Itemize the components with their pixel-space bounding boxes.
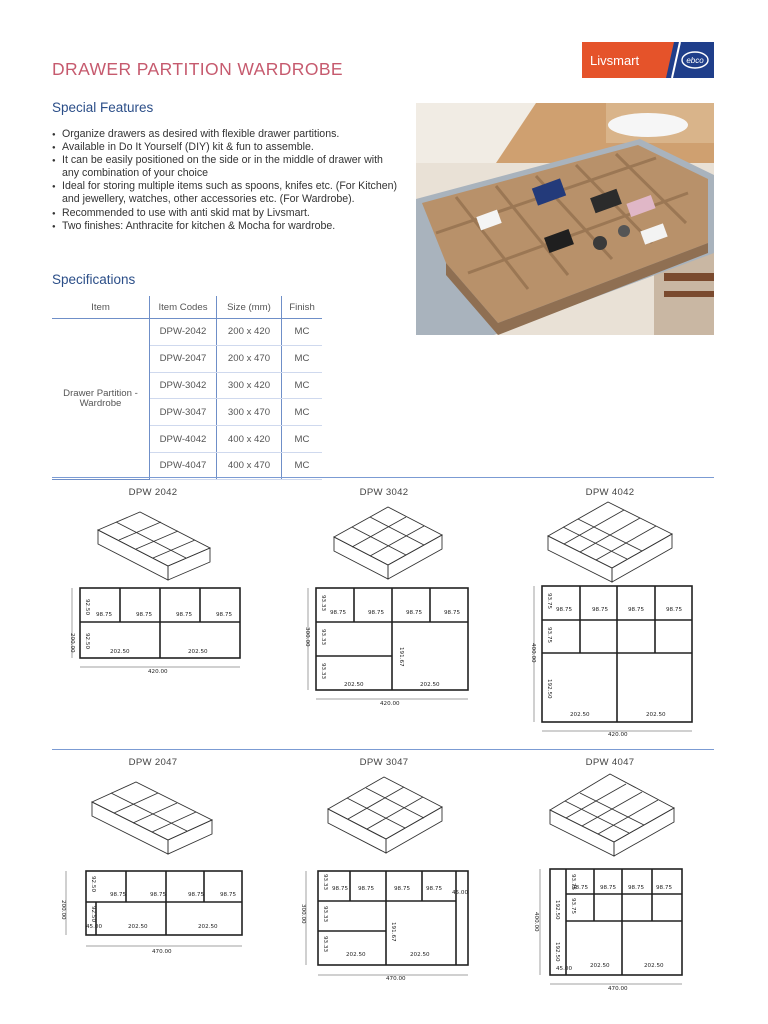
dim-bottom: 202.50 — [590, 963, 610, 969]
dim-row: 192.50 — [546, 679, 552, 699]
dim-row: 93.33 — [322, 906, 328, 923]
dim-col: 98.75 — [188, 892, 205, 898]
table-row — [52, 319, 322, 346]
drawing-label-dpw-3042: DPW 3042 — [359, 487, 409, 498]
dim-side: 45.00 — [86, 924, 103, 930]
isometric-view-dpw-2042 — [96, 510, 212, 582]
section-divider — [52, 749, 714, 750]
finish-cell: MC — [282, 372, 323, 399]
column-header-finish: Finish — [282, 296, 323, 319]
dim-bottom: 202.50 — [644, 963, 664, 969]
size-cell: 300 x 420 — [217, 372, 282, 399]
feature-item: ● It can be easily positioned on the side or in the middle of drawer with any combination of your choice — [52, 154, 402, 180]
dim-height: 300.00 — [304, 627, 310, 647]
finish-cell: MC — [282, 399, 323, 426]
specifications-heading: Specifications — [52, 272, 136, 287]
features-heading: Special Features — [52, 100, 154, 115]
dim-bottom: 202.50 — [410, 952, 430, 958]
dim-col: 98.75 — [150, 892, 167, 898]
plan-view-dpw-4047 — [532, 866, 690, 992]
dim-col: 98.75 — [656, 885, 673, 891]
dim-col: 98.75 — [394, 886, 411, 892]
dim-row: 92.50 — [84, 633, 90, 650]
dim-height: 400.00 — [533, 912, 539, 932]
dim-col: 98.75 — [368, 610, 385, 616]
size-cell: 400 x 470 — [217, 452, 282, 479]
isometric-view-dpw-4042 — [546, 500, 674, 584]
dim-bottom: 202.50 — [110, 649, 130, 655]
dim-height: 200.00 — [60, 900, 66, 920]
dim-tall: 191.67 — [398, 647, 404, 667]
isometric-view-dpw-3047 — [326, 775, 444, 857]
dim-row: 93.75 — [546, 593, 552, 610]
dim-bottom: 202.50 — [646, 712, 666, 718]
plan-view-dpw-4042 — [528, 583, 700, 738]
dim-row: 192.50 — [554, 900, 560, 920]
size-cell: 300 x 470 — [217, 399, 282, 426]
dim-width: 470.00 — [152, 949, 172, 955]
item-code-cell: DPW-3047 — [150, 399, 217, 426]
dim-row: 93.75 — [546, 627, 552, 644]
drawing-label-dpw-4047: DPW 4047 — [585, 757, 635, 768]
table-header-row — [52, 296, 322, 319]
dim-col: 98.75 — [426, 886, 443, 892]
dim-bottom: 202.50 — [346, 952, 366, 958]
dim-col: 98.75 — [176, 612, 193, 618]
feature-item: ● Available in Do It Yourself (DIY) kit & fun to assemble. — [52, 141, 402, 154]
dim-tall: 191.67 — [390, 922, 396, 942]
specifications-table — [52, 296, 322, 480]
size-cell: 200 x 420 — [217, 319, 282, 346]
dim-height: 200.00 — [69, 633, 75, 653]
finish-cell: MC — [282, 426, 323, 453]
plan-view-dpw-2042 — [66, 585, 246, 675]
feature-item: ● Recommended to use with anti skid mat by Livsmart. — [52, 207, 402, 220]
item-code-cell: DPW-3042 — [150, 372, 217, 399]
dim-col: 98.75 — [600, 885, 617, 891]
item-code-cell: DPW-2042 — [150, 319, 217, 346]
plan-view-dpw-3042 — [302, 585, 474, 707]
drawing-label-dpw-2042: DPW 2042 — [128, 487, 178, 498]
dim-bottom: 202.50 — [198, 924, 218, 930]
dim-col: 98.75 — [592, 607, 609, 613]
feature-item: ● Two finishes: Anthracite for kitchen & Mocha for wardrobe. — [52, 220, 402, 233]
dim-row: 93.33 — [320, 663, 326, 680]
dim-col: 98.75 — [444, 610, 461, 616]
column-header-item: Item — [52, 296, 150, 319]
brand-badge: ebco — [686, 56, 704, 65]
dim-height: 400.00 — [530, 643, 536, 663]
dim-bottom: 202.50 — [188, 649, 208, 655]
dim-bottom: 202.50 — [570, 712, 590, 718]
dim-row: 192.50 — [554, 942, 560, 962]
item-name-cell: Drawer Partition - Wardrobe — [52, 319, 150, 480]
dim-side: 45.00 — [556, 966, 573, 972]
dim-row: 92.50 — [84, 599, 90, 616]
features-list — [52, 128, 402, 233]
dim-col: 98.75 — [556, 607, 573, 613]
dim-row: 92.50 — [90, 906, 96, 923]
dim-col: 98.75 — [96, 612, 113, 618]
dim-width: 420.00 — [608, 732, 628, 738]
item-code-cell: DPW-2047 — [150, 345, 217, 372]
dim-width: 470.00 — [608, 986, 628, 992]
column-header-item-codes: Item Codes — [150, 296, 217, 319]
dim-col: 98.75 — [216, 612, 233, 618]
drawing-label-dpw-4042: DPW 4042 — [585, 487, 635, 498]
dim-col: 98.75 — [332, 886, 349, 892]
dim-col: 98.75 — [220, 892, 237, 898]
brand-logo — [582, 42, 714, 78]
dim-row: 93.75 — [570, 874, 576, 891]
drawing-label-dpw-3047: DPW 3047 — [359, 757, 409, 768]
item-code-cell: DPW-4042 — [150, 426, 217, 453]
size-cell: 400 x 420 — [217, 426, 282, 453]
dim-col: 98.75 — [666, 607, 683, 613]
feature-item: ● Ideal for storing multiple items such as spoons, knifes etc. (For Kitchen) and jewellery, watches, other accessories etc. (For Wardrobe). — [52, 180, 402, 206]
finish-cell: MC — [282, 319, 323, 346]
dim-col: 98.75 — [110, 892, 127, 898]
isometric-view-dpw-3042 — [332, 505, 444, 583]
product-photo — [416, 103, 714, 335]
dim-width: 420.00 — [380, 701, 400, 707]
dim-col: 98.75 — [330, 610, 347, 616]
dim-width: 420.00 — [148, 669, 168, 675]
plan-view-dpw-2047 — [60, 868, 248, 956]
dim-row: 93.33 — [322, 874, 328, 891]
finish-cell: MC — [282, 345, 323, 372]
dim-row: 93.33 — [320, 595, 326, 612]
brand-name: Livsmart — [590, 53, 640, 68]
dim-side: 45.00 — [452, 890, 469, 896]
isometric-view-dpw-4047 — [548, 772, 676, 858]
dim-col: 98.75 — [628, 607, 645, 613]
dim-col: 98.75 — [572, 885, 589, 891]
feature-item: ● Organize drawers as desired with flexible drawer partitions. — [52, 128, 402, 141]
dim-col: 98.75 — [136, 612, 153, 618]
dim-width: 470.00 — [386, 976, 406, 982]
dim-row: 93.33 — [322, 936, 328, 953]
drawing-label-dpw-2047: DPW 2047 — [128, 757, 178, 768]
dim-bottom: 202.50 — [344, 682, 364, 688]
section-divider — [52, 477, 714, 478]
dim-bottom: 202.50 — [420, 682, 440, 688]
dim-col: 98.75 — [358, 886, 375, 892]
dim-col: 98.75 — [406, 610, 423, 616]
dim-height: 300.00 — [300, 904, 306, 924]
item-code-cell: DPW-4047 — [150, 452, 217, 479]
plan-view-dpw-3047 — [296, 868, 474, 982]
dim-row: 93.75 — [570, 898, 576, 915]
page-title: DRAWER PARTITION WARDROBE — [52, 59, 343, 79]
size-cell: 200 x 470 — [217, 345, 282, 372]
isometric-view-dpw-2047 — [90, 780, 214, 856]
dim-col: 98.75 — [628, 885, 645, 891]
column-header-size: Size (mm) — [217, 296, 282, 319]
dim-row: 92.50 — [90, 876, 96, 893]
dim-row: 93.33 — [320, 629, 326, 646]
finish-cell: MC — [282, 452, 323, 479]
dim-bottom: 202.50 — [128, 924, 148, 930]
